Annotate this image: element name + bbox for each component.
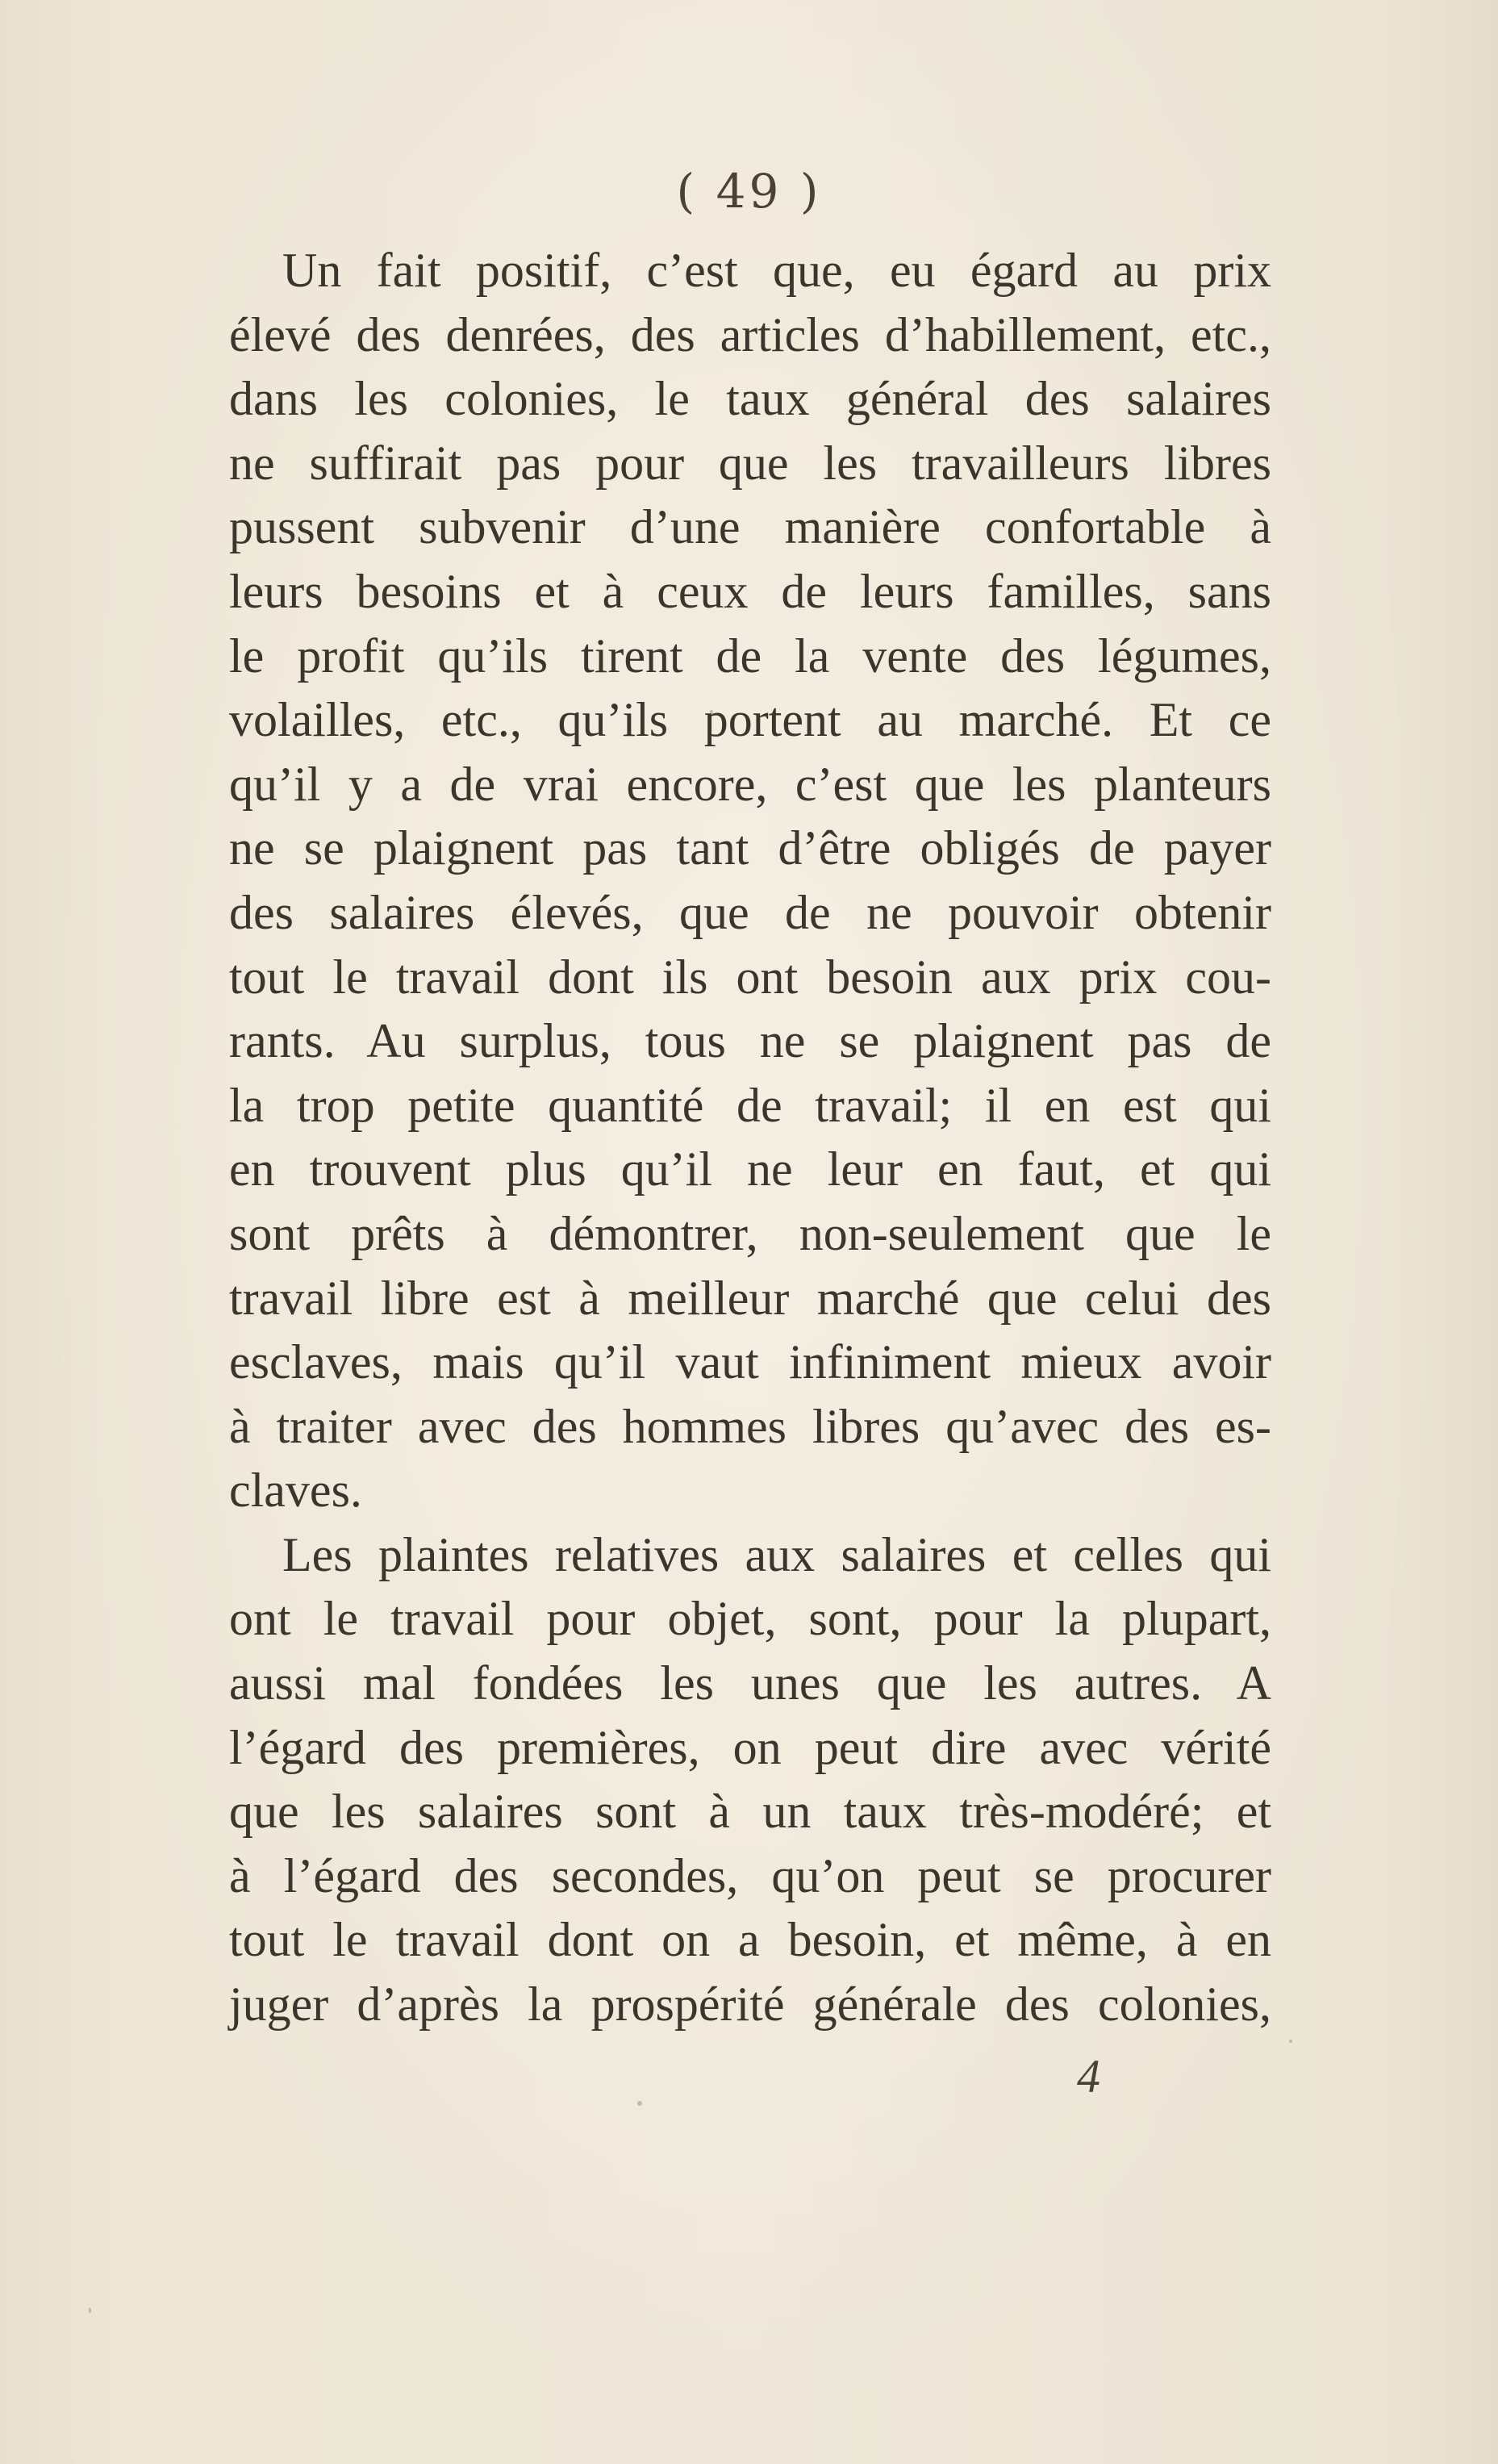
text-line: le profit qu’ils tirent de la vente des légumes, <box>229 629 1271 683</box>
text-line: Un fait positif, c’est que, eu égard au prix <box>282 244 1271 297</box>
paper-speck <box>89 2307 91 2313</box>
text-line: ne suffirait pas pour que les travailleurs libres <box>229 436 1271 490</box>
signature-mark: 4 <box>1077 2050 1100 2103</box>
text-line: pussent subvenir d’une manière confortable à <box>229 500 1271 554</box>
text-line: rants. Au surplus, tous ne se plaignent pas de <box>229 1014 1271 1068</box>
paper-speck <box>637 2101 642 2106</box>
text-line: à l’égard des secondes, qu’on peut se procurer <box>229 1848 1271 1902</box>
text-line: sont prêts à démontrer, non-seulement que le <box>229 1206 1271 1260</box>
text-line: dans les colonies, le taux général des salaires <box>229 372 1271 426</box>
text-line: claves. <box>229 1464 362 1518</box>
text-line: leurs besoins et à ceux de leurs familles, sans <box>229 564 1271 618</box>
text-line: volailles, etc., qu’ils portent au marché. Et ce <box>229 693 1271 747</box>
text-line: ont le travail pour objet, sont, pour la plupart, <box>229 1592 1271 1646</box>
paper-speck <box>710 710 713 714</box>
page-number: ( 49 ) <box>676 164 822 219</box>
text-line: ne se plaignent pas tant d’être obligés de payer <box>229 821 1271 875</box>
text-line: juger d’après la prospérité générale des colonies, <box>229 1977 1271 2032</box>
text-line: Les plaintes relatives aux salaires et celles qui <box>282 1527 1271 1581</box>
text-line: des salaires élevés, que de ne pouvoir obtenir <box>229 885 1271 939</box>
text-line: à traiter avec des hommes libres qu’avec des es- <box>229 1399 1271 1453</box>
text-line: la trop petite quantité de travail; il en est qui <box>229 1078 1271 1132</box>
text-line: esclaves, mais qu’il vaut infiniment mieux avoir <box>229 1335 1271 1389</box>
text-line: aussi mal fondées les unes que les autres. A <box>229 1656 1271 1710</box>
body-text <box>229 239 1271 2037</box>
text-line: élevé des denrées, des articles d’habillement, etc., <box>229 307 1271 361</box>
text-line: qu’il y a de vrai encore, c’est que les planteurs <box>229 757 1271 811</box>
text-line: l’égard des premières, on peut dire avec vérité <box>229 1720 1271 1774</box>
text-line: travail libre est à meilleur marché que celui des <box>229 1271 1271 1325</box>
text-line: en trouvent plus qu’il ne leur en faut, et qui <box>229 1142 1271 1197</box>
text-line: tout le travail dont ils ont besoin aux prix cou- <box>229 950 1271 1004</box>
paper-speck <box>1289 2040 1292 2043</box>
text-line: tout le travail dont on a besoin, et même, à en <box>229 1913 1271 1967</box>
text-line: que les salaires sont à un taux très-modéré; et <box>229 1785 1271 1839</box>
